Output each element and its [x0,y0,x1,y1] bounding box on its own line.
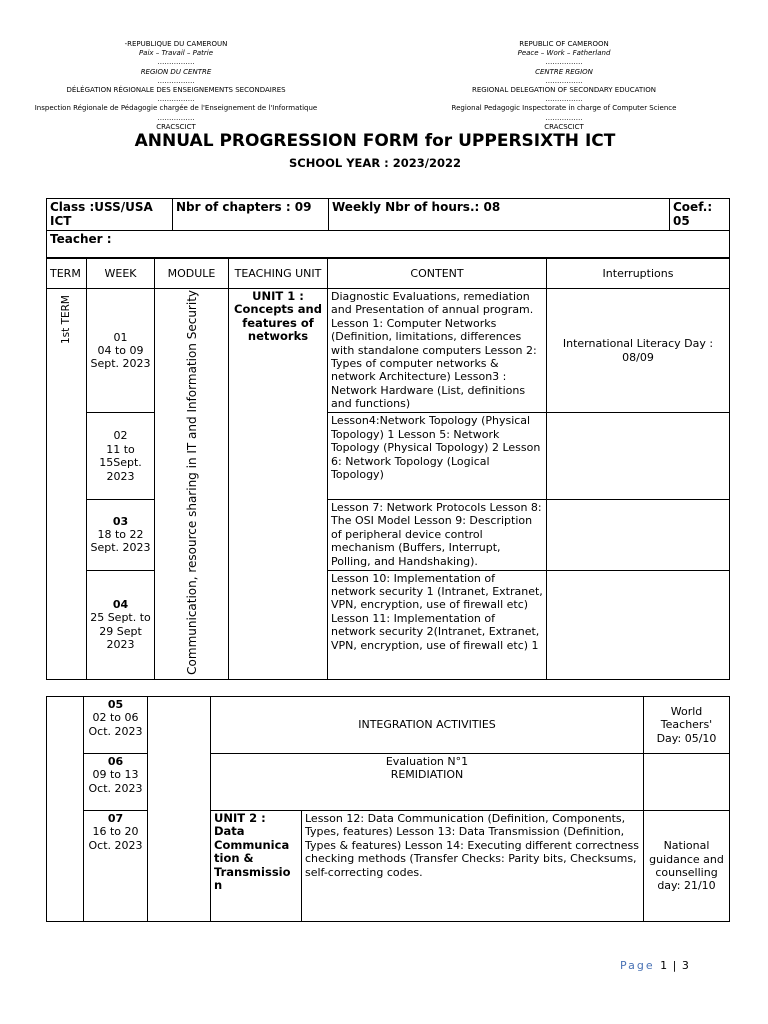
header-right [374,40,754,132]
week-number: 05 [107,698,124,711]
acronym-en: CRACSCICT [544,122,584,131]
separator-dots: ……………. [545,58,583,67]
interruption-cell: International Literacy Day : 08/09 [547,289,730,413]
class-cell: Class :USS/USA ICT [47,199,173,231]
week-cell [87,413,155,500]
week-number: 07 [107,812,124,825]
interruption-cell [547,500,730,570]
page-total: 3 [681,959,689,972]
separator-dots: ……………. [157,95,195,104]
page-title: ANNUAL PROGRESSION FORM for UPPERSIXTH ICT [134,131,616,151]
separator-dots: ……………. [157,58,195,67]
integration-activities-cell: INTEGRATION ACTIVITIES [211,697,644,754]
acronym-fr: CRACSCICT [156,122,196,131]
week-cell [84,754,148,811]
region-en: CENTRE REGION [535,67,593,76]
content-cell: Lesson 12: Data Communication (Definition, Components, Types, features) Lesson 13: Data Transmission (Definition, Types & features) Lesson 14: Executing different correctness checking methods (Transfer Checks: Parity bits, Checksums, self-correcting codes. [302,811,644,922]
course-info-table [46,198,730,258]
term-label: 1st TERM [59,295,72,345]
week-dates: 25 Sept. to 29 Sept 2023 [90,611,151,652]
country-name-en: REPUBLIC OF CAMEROON [519,40,609,48]
page-number: 1 [660,959,668,972]
inspection-en: Regional Pedagogic Inspectorate in charge of Computer Science [451,104,677,113]
inspection-fr: Inspection Régionale de Pédagogie chargée de l'Enseignement de l'Informatique [34,104,318,113]
evaluation-label: Evaluation N°1 [385,755,469,768]
separator-dots: ……………. [545,76,583,85]
week-cell [87,500,155,570]
module-cell [148,697,211,922]
week-dates: 16 to 20 Oct. 2023 [88,825,143,852]
page-separator: | [672,959,677,972]
week-dates: 09 to 13 Oct. 2023 [88,768,143,795]
interruption-cell [547,413,730,500]
week-number: 02 [113,429,128,443]
week-cell [84,811,148,922]
week-cell [87,570,155,680]
content-cell: Lesson 7: Network Protocols Lesson 8: The OSI Model Lesson 9: Description of peripheral device control mechanism (Buffers, Interrupt, Polling, and Handshaking). [328,500,547,570]
interruption-cell [547,570,730,680]
delegation-en: REGIONAL DELEGATION OF SECONDARY EDUCATION [472,86,656,95]
col-header-interruptions: Interruptions [547,259,730,289]
term-cell [47,289,87,680]
hours-cell: Weekly Nbr of hours.: 08 [329,199,670,231]
progression-table-continued [46,696,730,922]
page-footer [620,959,689,972]
interruption-cell [644,754,730,811]
separator-dots: ……………. [545,95,583,104]
week-number: 01 [113,330,128,344]
delegation-fr: DÉLÉGATION RÉGIONALE DES ENSEIGNEMENTS SECONDAIRES [66,86,286,95]
separator-dots: ……………. [157,113,195,122]
evaluation-cell [211,754,644,811]
country-name-fr: -REPUBLIQUE DU CAMEROUN [124,40,228,48]
region-fr: REGION DU CENTRE [140,67,212,76]
col-header-term: TERM [47,259,87,289]
motto-fr: Paix – Travail – Patrie [138,49,214,58]
week-number: 06 [107,755,124,768]
col-header-week: WEEK [87,259,155,289]
separator-dots: ……………. [545,113,583,122]
interruption-cell: National guidance and counselling day: 21/10 [644,811,730,922]
col-header-unit: TEACHING UNIT [229,259,328,289]
page-word: Page [620,959,655,972]
col-header-content: CONTENT [328,259,547,289]
week-dates: 11 to 15Sept. 2023 [99,442,142,483]
unit-cell: UNIT 2 : Data Communica tion & Transmissio n [211,811,302,922]
unit-cell: UNIT 1 : Concepts and features of networks [229,289,328,680]
school-year: SCHOOL YEAR : 2023/2022 [289,156,461,170]
teacher-cell: Teacher : [47,231,730,258]
separator-dots: ……………. [157,76,195,85]
week-number: 03 [112,514,129,528]
progression-table [46,258,730,680]
chapters-cell: Nbr of chapters : 09 [173,199,329,231]
week-cell [84,697,148,754]
week-dates: 18 to 22 Sept. 2023 [90,528,151,555]
content-cell: Lesson 10: Implementation of network security 1 (Intranet, Extranet, VPN, encryption, use of firewall etc) Lesson 11: Implementation of network security 2(Intranet, Extranet, VPN, encryption, use of firewall etc) 1 [328,570,547,680]
coef-cell: Coef.: 05 [670,199,730,231]
interruption-cell: World Teachers' Day: 05/10 [644,697,730,754]
col-header-module: MODULE [155,259,229,289]
week-dates: 04 to 09 Sept. 2023 [90,344,151,371]
content-cell: Lesson4:Network Topology (Physical Topology) 1 Lesson 5: Network Topology (Physical Topology) 2 Lesson 6: Network Topology (Logical Topology) [328,413,547,500]
module-cell [155,289,229,680]
motto-en: Peace – Work – Fatherland [517,49,611,58]
header-left [0,40,366,132]
week-number: 04 [112,598,129,612]
term-cell [47,697,84,922]
module-label: Communication, resource sharing in IT and Information Security [184,290,199,675]
week-dates: 02 to 06 Oct. 2023 [88,711,143,738]
week-cell [87,289,155,413]
content-cell: Diagnostic Evaluations, remediation and Presentation of annual program. Lesson 1: Computer Networks (Definition, limitations, differences with standalone computers Lesson 2: Types of computer networks & network Architecture) Lesson3 : Network Hardware (List, definitions and functions) [328,289,547,413]
remediation-label: REMIDIATION [390,768,464,782]
